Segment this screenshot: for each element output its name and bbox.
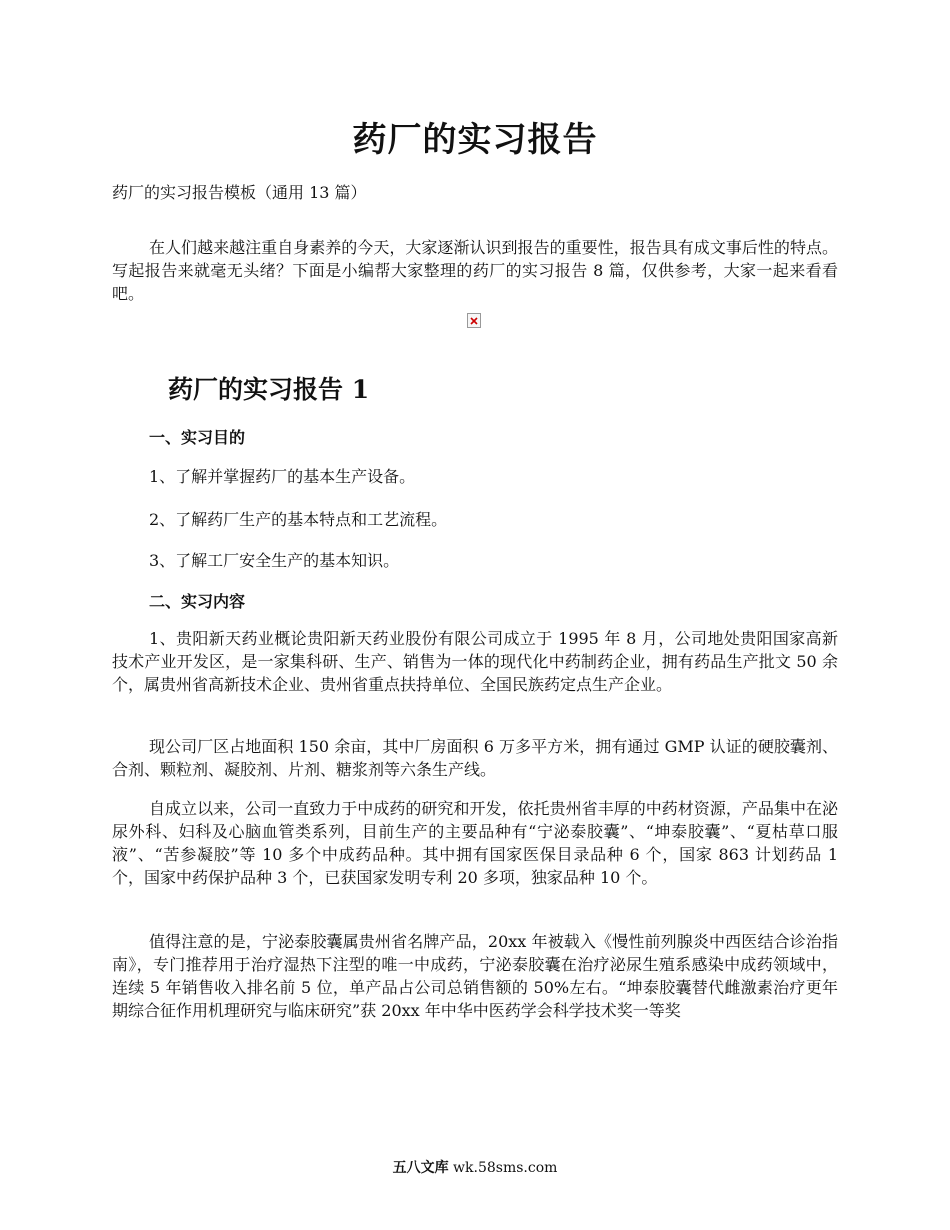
goal-item: 1、了解并掌握药厂的基本生产设备。 — [149, 467, 416, 486]
content-paragraph: 1、贵阳新天药业概论贵阳新天药业股份有限公司成立于 1995 年 8 月，公司地处贵阳国家高新技术产业开发区，是一家集科研、生产、销售为一体的现代化中药制药企业，拥有药品生产批文 50 余个，属贵州省高新技术企业、贵州省重点扶持单位、全国民族药定点生产企业。 — [112, 629, 838, 694]
broken-image-icon — [467, 313, 481, 328]
document-title: 药厂的实习报告 — [352, 120, 598, 160]
footer-brand: 五八文库 — [392, 1160, 449, 1176]
intro-paragraph: 在人们越来越注重自身素养的今天，大家逐渐认识到报告的重要性，报告具有成文事后性的特点。写起报告来就毫无头绪？下面是小编帮大家整理的药厂的实习报告 8 篇，仅供参考，大家一起来看看吧。 — [112, 238, 838, 303]
document-subtitle: 药厂的实习报告模板（通用 13 篇） — [112, 183, 367, 202]
heading-goals: 一、实习目的 — [149, 428, 246, 447]
page-footer — [0, 1157, 950, 1177]
content-paragraph: 值得注意的是，宁泌泰胶囊属贵州省名牌产品，20xx 年被载入《慢性前列腺炎中西医结合诊治指南》，专门推荐用于治疗湿热下注型的唯一中成药，宁泌泰胶囊在治疗泌尿生殖系感染中成药领域中，连续 5 年销售收入排名前 5 位，单产品占公司总销售额的 50%左右。“坤泰胶囊替代雌激素治疗更年期综合征作用机理研究与临床研究”获 20xx 年中华中医药学会科学技术奖一等奖 — [112, 932, 838, 1020]
content-paragraph: 现公司厂区占地面积 150 余亩，其中厂房面积 6 万多平方米，拥有通过 GMP 认证的硬胶囊剂、合剂、颗粒剂、凝胶剂、片剂、糖浆剂等六条生产线。 — [112, 737, 838, 779]
close-x-icon — [470, 317, 478, 325]
footer-url[interactable]: wk.58sms.com — [453, 1160, 558, 1176]
goal-item: 3、了解工厂安全生产的基本知识。 — [149, 551, 400, 570]
heading-content: 二、实习内容 — [149, 592, 246, 611]
goal-item: 2、了解药厂生产的基本特点和工艺流程。 — [149, 510, 448, 529]
content-paragraph: 自成立以来，公司一直致力于中成药的研究和开发，依托贵州省丰厚的中药材资源，产品集中在泌尿外科、妇科及心脑血管类系列，目前生产的主要品种有“宁泌泰胶囊”、“坤泰胶囊”、“夏枯草口服液”、“苦参凝胶”等 10 多个中成药品种。其中拥有国家医保目录品种 6 个，国家 863 计划药品 1 个，国家中药保护品种 3 个，已获国家发明专利 20 多项，独家品种 10 个。 — [112, 799, 838, 887]
section-title: 药厂的实习报告 1 — [168, 375, 370, 404]
